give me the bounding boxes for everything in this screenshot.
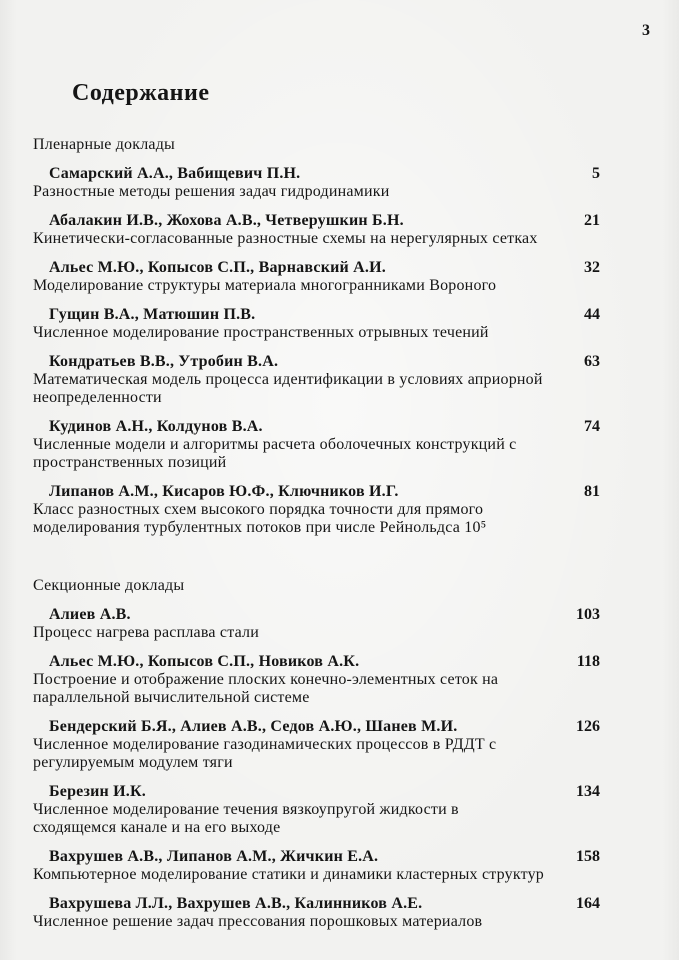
toc-entry-authors: Липанов А.М., Кисаров Ю.Ф., Ключников И.Г. <box>49 483 399 500</box>
toc-entry-page-number: 21 <box>584 212 600 229</box>
toc-entry-page-number: 134 <box>576 783 600 800</box>
toc-entry-authors: Вахрушев А.В., Липанов А.М., Жичкин Е.А. <box>49 848 379 865</box>
toc-entry-text <box>33 165 556 201</box>
toc-entry-authors: Бендерский Б.Я., Алиев А.В., Седов А.Ю., Шанев М.И. <box>49 718 458 735</box>
toc-entry-text <box>33 212 556 248</box>
toc-entry-title-line: Численное моделирование пространственных отрывных течений <box>33 324 489 341</box>
toc-entry <box>33 418 600 472</box>
section-entries <box>33 165 600 537</box>
toc-entry <box>33 353 600 407</box>
toc-entry-text <box>33 306 556 342</box>
toc-entry <box>33 259 600 295</box>
toc-entry-page-number: 118 <box>576 653 600 670</box>
toc-entry <box>33 653 600 707</box>
toc-entry-page-number: 126 <box>576 718 600 735</box>
toc-entry-title-line: Процесс нагрева расплава стали <box>33 624 259 641</box>
section-heading: Секционные доклады <box>33 577 185 594</box>
toc-entry <box>33 718 600 772</box>
toc-entry-page-number: 164 <box>576 895 600 912</box>
toc-entry-title-line: Разностные методы решения задач гидродинамики <box>33 183 390 200</box>
toc-entry <box>33 212 600 248</box>
toc-entry-title-line: пространственных позиций <box>33 454 227 471</box>
toc-entry-page-number: 5 <box>592 165 600 182</box>
toc-entry <box>33 483 600 537</box>
toc-entry-authors: Кудинов А.Н., Колдунов В.А. <box>49 418 263 435</box>
toc-entry <box>33 895 600 931</box>
section-plenary <box>33 136 600 537</box>
toc-entry-title-line: Математическая модель процесса идентификации в условиях априорной <box>33 371 543 388</box>
toc-entry <box>33 306 600 342</box>
toc-entry-title-line: Построение и отображение плоских конечно-элементных сеток на <box>33 671 499 688</box>
toc-entry-text <box>33 848 556 884</box>
toc-entry-text <box>33 353 556 407</box>
toc-entry-authors: Альес М.Ю., Копысов С.П., Новиков А.К. <box>49 653 360 670</box>
toc-entry-page-number: 32 <box>584 259 600 276</box>
toc-entry-title-line: Численное решение задач прессования порошковых материалов <box>33 913 483 930</box>
toc-entry-title-line: Численное моделирование газодинамических процессов в РДДТ с <box>33 736 497 753</box>
toc-entry-title-line: сходящемся канале и на его выходе <box>33 819 281 836</box>
toc-entry-authors: Алиев А.В. <box>49 606 131 623</box>
toc-entry-page-number: 158 <box>576 848 600 865</box>
toc-entry-title-line: Кинетически-согласованные разностные схемы на нерегулярных сетках <box>33 230 538 247</box>
section-heading: Пленарные доклады <box>33 136 176 153</box>
toc-entry <box>33 783 600 837</box>
toc-entry-authors: Абалакин И.В., Жохова А.В., Четверушкин Б.Н. <box>49 212 404 229</box>
toc-entry-title-line: Численные модели и алгоритмы расчета оболочечных конструкций с <box>33 436 517 453</box>
toc-entry-text <box>33 653 556 707</box>
toc-entry-page-number: 81 <box>584 483 600 500</box>
toc-entry <box>33 848 600 884</box>
page-title: Содержание <box>72 80 210 106</box>
toc-entry-title-line: Компьютерное моделирование статики и динамики кластерных структур <box>33 866 544 883</box>
section-sectional <box>33 577 600 931</box>
toc-entry-text <box>33 259 556 295</box>
toc-entry-title-line: параллельной вычислительной системе <box>33 689 310 706</box>
toc-entry-authors: Березин И.К. <box>49 783 146 800</box>
toc-entry-page-number: 63 <box>584 353 600 370</box>
toc-entry-text <box>33 783 556 837</box>
toc-entry-text <box>33 606 556 642</box>
toc-entry <box>33 606 600 642</box>
toc-entry-title-line: Класс разностных схем высокого порядка точности для прямого <box>33 501 484 518</box>
toc-entry-text <box>33 718 556 772</box>
toc-entry-authors: Альес М.Ю., Копысов С.П., Варнавский А.И. <box>49 259 386 276</box>
toc-entry <box>33 165 600 201</box>
toc-entry-title-line: регулируемым модулем тяги <box>33 754 233 771</box>
toc-entry-text <box>33 483 556 537</box>
toc-entry-page-number: 103 <box>576 606 600 623</box>
toc-entry-authors: Самарский А.А., Вабищевич П.Н. <box>49 165 301 182</box>
toc-entry-authors: Гущин В.А., Матюшин П.В. <box>49 306 256 323</box>
toc-entry-page-number: 74 <box>584 418 600 435</box>
toc-entry-title-line: Моделирование структуры материала многогранниками Вороного <box>33 277 497 294</box>
toc-entry-page-number: 44 <box>584 306 600 323</box>
toc-entry-authors: Вахрушева Л.Л., Вахрушев А.В., Калинников А.Е. <box>49 895 423 912</box>
toc-entry-text <box>33 895 556 931</box>
toc-entry-text <box>33 418 556 472</box>
toc-entry-title-line: моделирования турбулентных потоков при числе Рейнольдса 10⁵ <box>33 519 487 536</box>
page-folio-number: 3 <box>642 22 650 39</box>
toc-entry-authors: Кондратьев В.В., Утробин В.А. <box>49 353 279 370</box>
toc-entry-title-line: Численное моделирование течения вязкоупругой жидкости в <box>33 801 459 818</box>
section-entries <box>33 606 600 931</box>
toc-entry-title-line: неопределенности <box>33 389 162 406</box>
